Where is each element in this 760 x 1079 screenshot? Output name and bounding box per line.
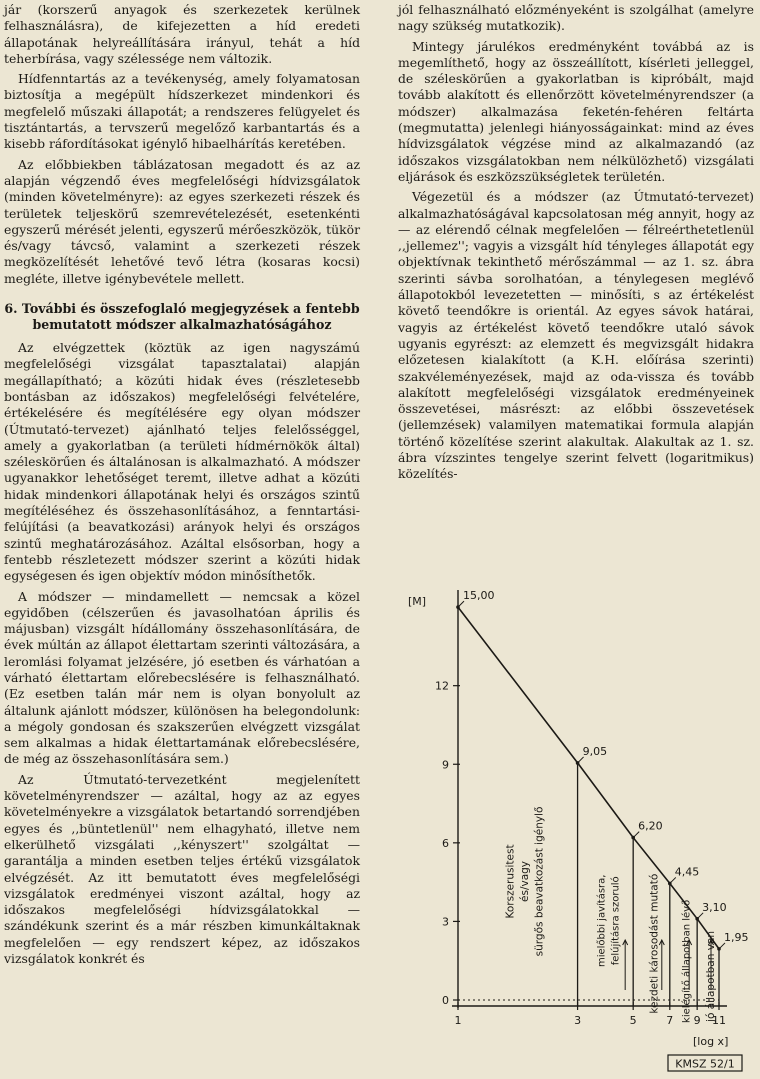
paragraph: Az előbbiekben táblázatosan megadott és az az alapján végzendő éves megfelelőségi hídvizsgálatok (minden követelményre): az egyes szerkezeti részek és területek teljeskörű szemrevételezését, esetenkénti egyszerű mérését jelenti, egyszerű mérőeszközök, tükör és/vagy távcső, valamint a szerkezeti részek megközelítését lehetővé tevő létra (kosaras kocsi) megléte, illetve igénybevétele mellett. [4, 156, 360, 286]
paragraph: A módszer — mindamellett — nemcsak a közel egyidőben (célszerűen és javasolhatóan április és májusban) vizsgált hídállomány összehasonlítására, de évek múltán az állapot élettartam szerinti változására, a leromlási folyamat jelzésére, jó esetben és várhatóan a várható élettartam előrebecslésére is felhasználható. (Ez esetben talán már nem is olyan bonyolult az általunk ajánlott módszer, különösen ha belegondolunk: a mégoly gondosan és szakszerűen elvégzett vizsgálat sem alkalmas a hidak élettartamának előrebecslésére, de még az összehasonlítására sem.) [4, 588, 360, 767]
x-tick-label: 9 [693, 1014, 701, 1027]
paragraph: Végezetül és a módszer (az Útmutató-tervezet) alkalmazhatóságával kapcsolatosan még annyit, hogy az — az elérendő célnak megfelelően — félreérthetetlenül ,,jellemez''; vagyis a vizsgált híd tényleges állapotát egy objektívnak tekinthető mérőszámmal — az 1. sz. ábra szerinti sávba sorolhatóan, a ténylegesen meglévő állapotokból levezetetten — minősíti, s az értékelést követő teendőkre is orientál. Az egyes sávok határai, vagyis az értékelést követő teendőkre utaló sávok ugyanis egyrészt: az elemzett és megvizsgált hidakra előzetesen kialakított (a K.H. előírása szerinti) szakvéleményezések, majd az oda-vissza és tovább alakított megfelelőségi vizsgálatok eredményeinek összevetései, másrészt: az előbbi összevetések (jellemzések) valamilyen matematikai formula alapján történő közelítése szerint alakultak. Alakultak az 1. sz. ábra vízszintes tengelye szerint felvett (logaritmikus) közelítés- [398, 189, 754, 482]
y-tick-label: 0 [442, 994, 449, 1007]
band-label: sürgős beavatkozást igénylő [533, 806, 546, 957]
x-tick-label: 7 [666, 1014, 674, 1027]
figure-chart [402, 580, 752, 1075]
band-label-group [504, 807, 545, 957]
y-tick-label: 6 [442, 836, 449, 850]
data-label: 6,20 [638, 819, 663, 833]
paragraph: Az Útmutató-tervezetként megjelenített követelményrendszer — azáltal, hogy az az egyes követelményekre a vizsgálatok betartandó sorrendjében egyes és ,,büntetlenül'' nem elhagyható, illetve nem elkerülhető vizsgálati ,,kényszert'' szolgáltat — garantálja a minden esetben teljes értékű vizsgálatok elvégzését. Az itt bemutatott éves megfelelőségi vizsgálatok eredményei viszont azáltal, hogy az időszakos megfelelőségi hídvizsgálatokkal — szándékunk szerint és a már részben kimunkáltaknak megfelelően — egy rendszert képez, az időszakos vizsgálatok konkrét és [4, 771, 360, 967]
x-axis-label: [log x] [693, 1035, 729, 1048]
chart-marks [435, 589, 749, 1027]
paragraph: jár (korszerű anyagok és szerkezetek kerülnek felhasználásra), de kifejezetten a híd eredeti állapotának helyreállítására irányul, tehát a híd teherbírása, vagy szélessége nem változik. [4, 2, 360, 66]
paragraph: Mintegy járulékos eredményként továbbá az is megemlíthető, hogy az összeállított, kísérleti jelleggel, de széleskörűen a gyakorlatban is kipróbált, majd tovább alakított és ellenőrzött követelményrendszer (a módszer) alkalmazása feketén-fehéren feltárta (megmutatta) jelenlegi hiányosságainkat: mind az éves hídvizsgálatok végzése mind az alkalmazandó (az időszakos vizsgálatokban nem nélkülözhető) vizsgálati eljárások és eszközszükségletek területén. [398, 38, 754, 184]
x-tick-label: 11 [712, 1014, 726, 1027]
data-label: 3,10 [702, 900, 727, 914]
y-tick-label: 9 [442, 758, 449, 772]
paragraph: Az elvégzettek (köztük az igen nagyszámú megfelelőségi vizsgálat tapasztalatai) alapján megállapítható; a közúti hidak éves (részletesebb bontásban az időszakos) megfelelőségi felvételére, értékelésére és megítélésére egy olyan módszer (Útmutató-tervezet) ajánlható teljes felelősséggel, amely a gyakorlatban (a területi hídmérnökök által) széleskörűen és általánosan is alkalmazható. A módszer ugyanakkor lehetőséget teremt, illetve adhat a közúti hidak mindenkori állapotának helyi és országos szintű megítéléséhez és összehasonlításához, a fenntartási-felújítási (a beavatkozási) arányok helyi és országos szintű meghatározásához. Azáltal elsősorban, hogy a fentebb részletezett módszer szerint a közúti hidak egységesen és igen objektív módon minősíthetők. [4, 340, 360, 584]
x-tick-label: 3 [574, 1014, 582, 1027]
band-label: mielőbbi javításra, [596, 874, 608, 968]
chart-svg [402, 580, 752, 1075]
y-axis-label: [M] [408, 595, 427, 608]
data-label: 1,95 [724, 930, 749, 944]
band-label: kielégítő állapotban lévő [681, 899, 693, 1023]
band-label: felújításra szoruló [610, 876, 622, 966]
band-label-group [648, 874, 660, 1014]
right-text-column [398, 2, 754, 487]
band-label: Korszerusitest [504, 844, 517, 919]
paragraph: Hídfenntartás az a tevékenység, amely folyamatosan biztosítja a megépült hídszerkezet mindenkori és megfelelő műszaki állapotát; a rendszeres felügyelet és tisztántartás, a tervszerű megelőző karbantartás és a kisebb ráfordításokat igénylő hibaelhárítás keretében. [4, 71, 360, 152]
data-label: 15,00 [463, 589, 495, 603]
data-label: 9,05 [582, 744, 608, 758]
y-tick-label: 12 [435, 679, 449, 693]
left-text-column [4, 2, 360, 971]
x-tick-label: 5 [629, 1014, 637, 1027]
figure-id: KMSZ 52/1 [675, 1057, 735, 1071]
band-label-group [595, 875, 621, 968]
x-tick-label: 1 [454, 1014, 462, 1027]
band-label-group [680, 900, 692, 1023]
figure-id-box [668, 1055, 742, 1071]
series-line [458, 607, 719, 949]
band-label: kezdeti károsodást mutató [648, 873, 661, 1014]
band-label: és/vagy [518, 860, 531, 902]
band-label: jó állapotban van [705, 930, 718, 1022]
section-heading: 6. További és összefoglaló megjegyzések a fentebb bemutatott módszer alkalmazhatóságához [4, 301, 360, 332]
data-label: 4,45 [674, 865, 700, 879]
paragraph: jól felhasználható előzményeként is szolgálhat (amelyre nagy szükség mutatkozik). [398, 2, 754, 34]
y-tick-label: 3 [442, 915, 449, 929]
